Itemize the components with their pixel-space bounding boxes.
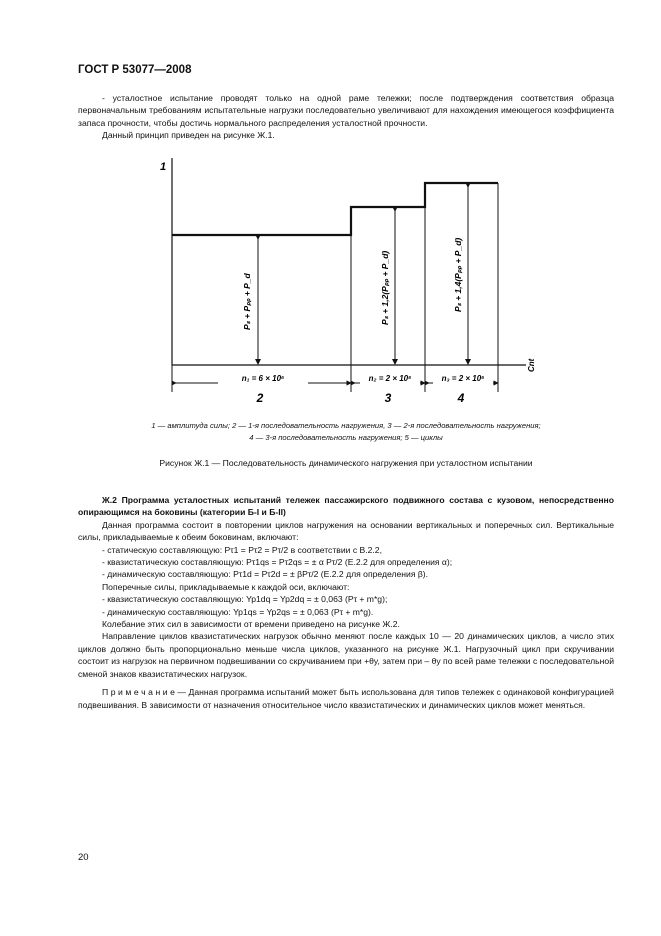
section-paragraph-4: Направление циклов квазистатических нагрузок обычно меняют после каждых 10 — 20 динамических циклов, а число этих циклов должно быть пропорционально меньше числа циклов, указанного на рисунке Ж.1. Нагрузочный цикл при скручивании состоит из нагрузок на первичном подвешивании со скручиванием при +θy, затем при – θy по всей раме тележки с последовательной сменой знаков квазистатических нагрузок. [78,631,614,679]
legend-line-1: 1 — амплитуда силы; 2 — 1-я последовательность нагружения, 3 — 2-я последовательность нагружения; [151,421,541,430]
loading-sequence-figure [150,150,550,410]
vertical-force-3: - динамическую составляющую: Pτ1d = Pτ2d = ± βPτ/2 (Е.2.2 для определения β). [102,569,429,580]
lateral-force-1: - квазистатическую составляющую: Yp1dq = Yp2dq = ± 0,063 (Pτ + m*g); [102,594,388,605]
cycles-label-2: n₂ = 2 × 10⁶ [368,374,412,383]
formula-1: Pₛ + Pₚₚ + P_d [242,273,252,330]
section-paragraph-2: Поперечные силы, прикладываемые к каждой оси, включают: [102,581,350,592]
intro-paragraph-2: Данный принцип приведен на рисунке Ж.1. [102,130,275,141]
section-text [78,494,614,711]
formula-2: Pₛ + 1,2(Pₚₚ + P_d) [380,250,390,325]
vertical-force-2: - квазистатическую составляющую: Pτ1qs = Pτ2qs = ± α Pτ/2 (Е.2.2 для определения α); [102,557,453,568]
standard-header: ГОСТ Р 53077—2008 [78,64,192,76]
vertical-force-1: - статическую составляющую: Pτ1 = Pτ2 = Pτ/2 в соответствии с В.2.2, [102,544,382,555]
sequence-number-3: 4 [457,391,465,405]
cycles-label-3: n₃ = 2 × 10⁶ [441,374,485,383]
legend-line-2: 4 — 3-я последовательность нагружения; 5 — циклы [249,433,443,442]
x-axis-label: Cnt [527,358,536,372]
intro-paragraph-1: - усталостное испытание проводят только на одной раме тележки; после подтверждения соответствия образца первоначальным требованиям испытательные нагрузки последовательно увеличивают для нахождения имеющегося коэффициента запаса прочности, чтобы достичь нормального распределения усталостной прочности. [78,93,614,128]
figure-legend [78,420,614,444]
section-paragraph-3: Колебание этих сил в зависимости от времени приведено на рисунке Ж.2. [102,619,400,630]
y-axis-label: 1 [160,161,167,173]
load-step-line [172,183,498,235]
page-number: 20 [78,852,89,863]
cycles-label-1: n₁ = 6 × 10⁶ [241,374,285,383]
section-heading: Ж.2 Программа усталостных испытаний тележек пассажирского подвижного состава с кузовом, непосредственно опирающимся на боковины (категории Б-I и Б-II) [78,495,614,518]
sequence-number-1: 2 [256,391,264,405]
sequence-number-2: 3 [384,391,392,405]
formula-3: Pₛ + 1,4(Pₚₚ + P_d) [453,237,463,312]
lateral-force-2: - динамическую составляющую: Yp1qs = Yp2qs = ± 0,063 (Pτ + m*g). [102,606,374,617]
figure-caption: Рисунок Ж.1 — Последовательность динамического нагружения при усталостном испытании [159,458,533,468]
section-paragraph-1: Данная программа состоит в повторении циклов нагружения на основании вертикальных и поперечных сил. Вертикальные силы, прикладываемые к обеим боковинам, включают: [78,519,614,543]
section-note: П р и м е ч а н и е — Данная программа испытаний может быть использована для типов тележек с одинаковой конфигурацией подвешивания. В зависимости от назначения относительное число квазистатических и динамических циклов может меняться. [78,687,614,710]
intro-text [78,92,614,142]
